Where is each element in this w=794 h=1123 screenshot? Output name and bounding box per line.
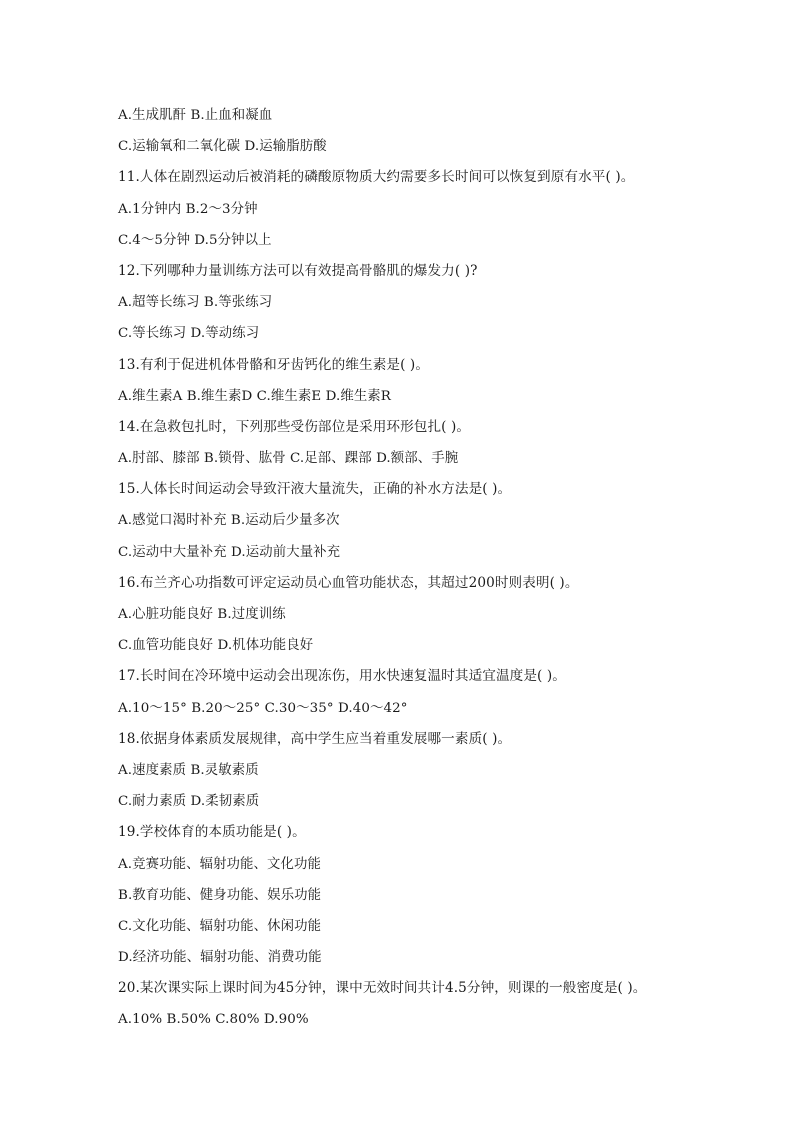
option-line: A.1分钟内 B.2～3分钟 — [118, 201, 258, 217]
option-line: A.10～15° B.20～25° C.30～35° D.40～42° — [118, 700, 408, 716]
option-line: A.肘部、膝部 B.锁骨、肱骨 C.足部、踝部 D.额部、手腕 — [118, 451, 459, 467]
option-line: A.超等长练习 B.等张练习 — [118, 295, 273, 311]
option-line: A.速度素质 B.灵敏素质 — [118, 762, 259, 778]
option-line: C.文化功能、辐射功能、休闲功能 — [118, 918, 322, 934]
option-line: A.维生素A B.维生素D C.维生素E D.维生素R — [118, 388, 391, 404]
question-13: 13.有利于促进机体骨骼和牙齿钙化的维生素是( )。 — [118, 356, 430, 373]
question-15: 15.人体长时间运动会导致汗液大量流失，正确的补水方法是( )。 — [118, 481, 512, 498]
option-line: C.耐力素质 D.柔韧素质 — [118, 794, 260, 810]
question-16: 16.布兰齐心功指数可评定运动员心血管功能状态，其超过200时则表明( )。 — [118, 574, 579, 591]
option-line: A.心脏功能良好 B.过度训练 — [118, 607, 286, 622]
option-line: A.10% B.50% C.80% D.90% — [118, 1012, 309, 1028]
option-line: C.运动中大量补充 D.运动前大量补充 — [118, 544, 341, 560]
question-12: 12.下列哪种力量训练方法可以有效提高骨骼肌的爆发力( )? — [118, 262, 478, 279]
option-line: C.血管功能良好 D.机体功能良好 — [118, 638, 314, 654]
option-line: D.经济功能、辐射功能、消费功能 — [118, 950, 322, 966]
option-line: C.等长练习 D.等动练习 — [118, 326, 260, 342]
option-line: C.4～5分钟 D.5分钟以上 — [118, 232, 272, 248]
option-line: A.感觉口渴时补充 B.运动后少量多次 — [118, 513, 340, 529]
question-14: 14.在急救包扎时，下列那些受伤部位是采用环形包扎( )。 — [118, 418, 471, 435]
option-line: A.生成肌酐 B.止血和凝血 — [118, 108, 273, 123]
question-20: 20.某次课实际上课时间为45分钟，课中无效时间共计4.5分钟，则课的一般密度是( )。 — [118, 980, 647, 997]
option-line: B.教育功能、健身功能、娱乐功能 — [118, 887, 322, 903]
question-19: 19.学校体育的本质功能是( )。 — [118, 824, 306, 841]
option-line: C.运输氧和二氧化碳 D.运输脂肪酸 — [118, 139, 327, 155]
document-page — [118, 100, 738, 1036]
question-17: 17.长时间在冷环境中运动会出现冻伤，用水快速复温时其适宜温度是( )。 — [118, 668, 566, 685]
question-11: 11.人体在剧烈运动后被消耗的磷酸原物质大约需要多长时间可以恢复到原有水平( )。 — [118, 169, 635, 186]
option-line: A.竞赛功能、辐射功能、文化功能 — [118, 856, 321, 872]
question-18: 18.依据身体素质发展规律，高中学生应当着重发展哪一素质( )。 — [118, 730, 512, 747]
